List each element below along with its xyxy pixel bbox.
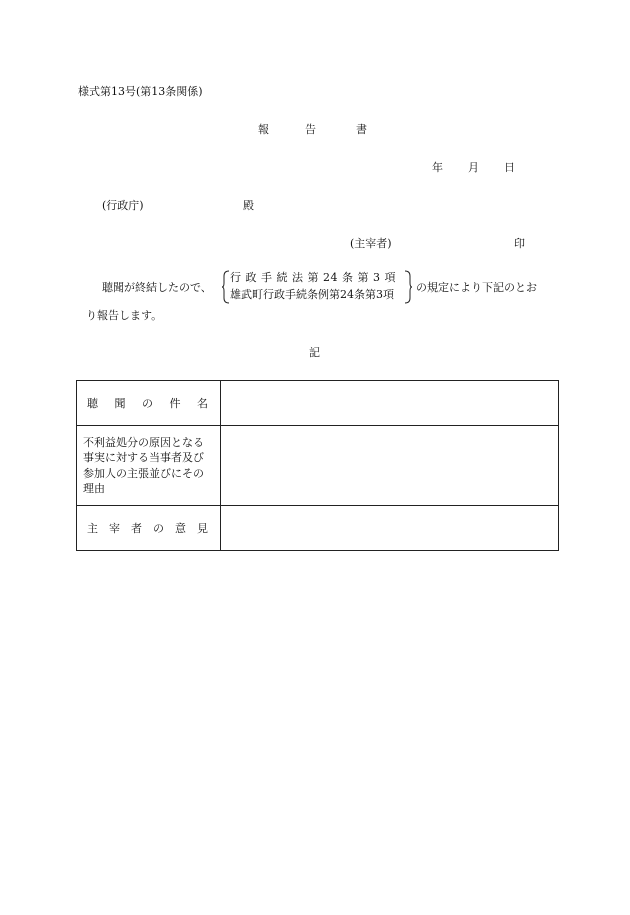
body-text-suffix: の規定により下記のとお xyxy=(416,281,537,294)
label-char: 宰 xyxy=(109,522,120,535)
table-row xyxy=(77,426,559,506)
title-char: 告 xyxy=(305,123,316,136)
date-month-label: 月 xyxy=(468,161,479,174)
hearing-subject-field[interactable] xyxy=(221,381,559,426)
addressee-agency: (行政庁) xyxy=(102,199,144,212)
law-option-national: 行 政 手 続 法 第 24 条 第 3 項 xyxy=(230,271,396,284)
label-char: 者 xyxy=(131,522,142,535)
label-char: 聴 xyxy=(87,397,98,410)
parties-claims-label-text: 不利益処分の原因となる事実に対する当事者及び参加人の主張並びにその理由 xyxy=(83,435,204,495)
report-table xyxy=(76,380,559,551)
label-char: の xyxy=(142,397,153,410)
form-number: 様式第13号(第13条関係) xyxy=(78,85,203,98)
label-char: 意 xyxy=(175,522,186,535)
title-char: 報 xyxy=(258,123,269,136)
addressee-honorific: 殿 xyxy=(243,199,254,212)
chair-label: (主宰者) xyxy=(350,237,392,250)
label-char: 名 xyxy=(197,397,208,410)
title-char: 書 xyxy=(356,123,367,136)
body-text-continuation: り報告します。 xyxy=(86,309,163,322)
law-option-ordinance: 雄武町行政手続条例第24条第3項 xyxy=(230,288,394,301)
seal-mark: 印 xyxy=(514,237,525,250)
ki-heading: 記 xyxy=(309,346,320,359)
label-char: 聞 xyxy=(114,397,126,410)
label-char: 見 xyxy=(197,522,208,535)
label-char: 主 xyxy=(87,522,98,535)
hearing-subject-label xyxy=(77,381,221,426)
date-year-label: 年 xyxy=(432,161,443,174)
label-char: の xyxy=(153,522,164,535)
table-row xyxy=(77,381,559,426)
label-char: 件 xyxy=(169,397,181,410)
table-row xyxy=(77,506,559,551)
parties-claims-label xyxy=(77,426,221,506)
body-text-prefix: 聴聞が終結したので、 xyxy=(102,281,212,294)
date-day-label: 日 xyxy=(504,161,515,174)
chair-opinion-label xyxy=(77,506,221,551)
parties-claims-field[interactable] xyxy=(221,426,559,506)
chair-opinion-field[interactable] xyxy=(221,506,559,551)
